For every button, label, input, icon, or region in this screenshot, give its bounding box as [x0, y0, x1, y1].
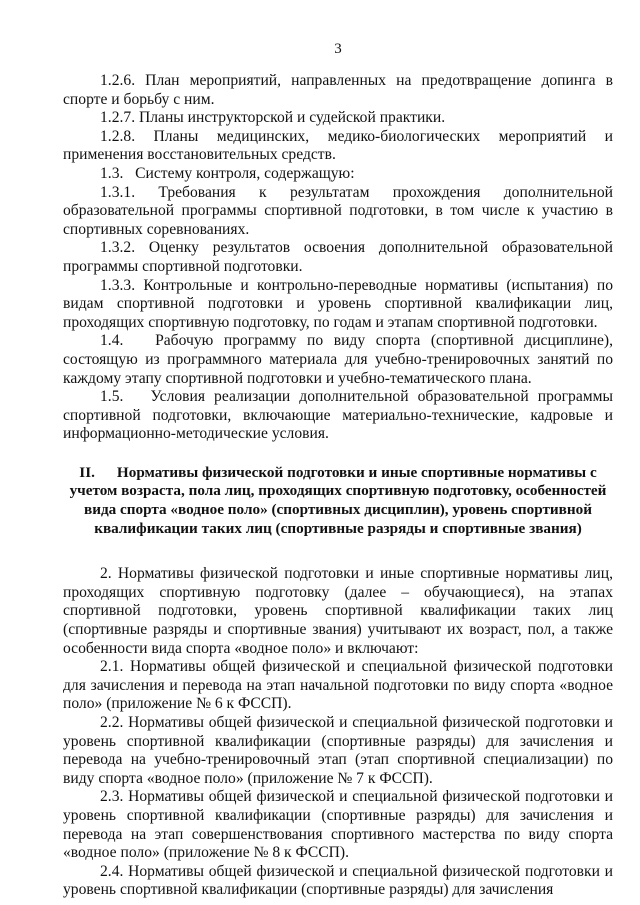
- paragraph-1-2-7: 1.2.7. Планы инструкторской и судейской практики.: [100, 109, 446, 127]
- section-title: Нормативы физической подготовки и иные спортивные нормативы с учетом возраста, пола лиц, проходящих спортивную подготовку, особенностей вида спорта «водное поло» (спортивных дисциплин), уровень спортивной квалификации таких лиц (спортивные разряды и спортивные звания): [69, 463, 607, 537]
- page-number: 3: [334, 41, 342, 57]
- paragraph-1-2-8: 1.2.8. Планы медицинских, медико-биологических мероприятий и применения восстановительных средств.: [63, 127, 613, 164]
- paragraph-1-3: 1.3. Систему контроля, содержащую:: [100, 164, 355, 182]
- paragraph-1-3-3: 1.3.3. Контрольные и контрольно-переводные нормативы (испытания) по видам спортивной подготовки и уровень спортивной квалификации лиц, проходящих спортивную подготовку, по годам и этапам спортивной подготовки.: [63, 276, 613, 331]
- document-page: [63, 40, 617, 900]
- paragraph-1-2-6: 1.2.6. План мероприятий, направленных на предотвращение допинга в спорте и борьбу с ним.: [63, 72, 613, 108]
- bottom-paragraphs: [63, 565, 613, 900]
- paragraph-1-4: 1.4. Рабочую программу по виду спорта (спортивной дисциплине), состоящую из программного материала для учебно-тренировочных занятий по каждому этапу спортивной подготовки и учебно-тематического плана.: [63, 332, 617, 387]
- paragraph-2-2: 2.2. Нормативы общей физической и специальной физической подготовки и уровень спортивной квалификации (спортивные разряды) для зачисления и перевода на учебно-тренировочный этап (этап спортивной специализации) по виду спорта «водное поло» (приложение № 7 к ФССП).: [63, 714, 613, 787]
- paragraph-2-4: 2.4. Нормативы общей физической и специальной физической подготовки и уровень спортивной квалификации (спортивные разряды) для зачисления: [63, 862, 613, 899]
- section-number: II.: [79, 463, 95, 481]
- paragraph-2-3: 2.3. Нормативы общей физической и специальной физической подготовки и уровень спортивной квалификации (спортивные разряды) для зачисления и перевода на этап совершенствования спортивного мастерства по виду спорта «водное поло» (приложение № 8 к ФССП).: [63, 788, 613, 862]
- paragraph-2: 2. Нормативы физической подготовки и иные спортивные нормативы лиц, проходящих спортивную подготовку (далее – обучающиеся), на этапах спортивной подготовки, уровень спортивной квалификации таких лиц (спортивные разряды и спортивные звания) учитывают их возраст, пол, а также особенности вида спорта «водное поло» и включают:: [63, 565, 613, 657]
- paragraph-1-5: 1.5. Условия реализации дополнительной образовательной программы спортивной подготовки, включающие материально-технические, кадровые и информационно-методические условия.: [63, 388, 617, 443]
- section-heading: [63, 464, 613, 538]
- top-paragraphs: [63, 72, 617, 444]
- paragraph-2-1: 2.1. Нормативы общей физической и специальной физической подготовки для зачисления и перевода на этап начальной подготовки по виду спорта «водное поло» (приложение № 6 к ФССП).: [63, 658, 613, 713]
- paragraph-1-3-2: 1.3.2. Оценку результатов освоения дополнительной образовательной программы спортивной подготовки.: [63, 239, 613, 275]
- paragraph-1-3-1: 1.3.1. Требования к результатам прохождения дополнительной образовательной программы спортивной подготовки, в том числе к участию в спортивных соревнованиях.: [63, 183, 613, 238]
